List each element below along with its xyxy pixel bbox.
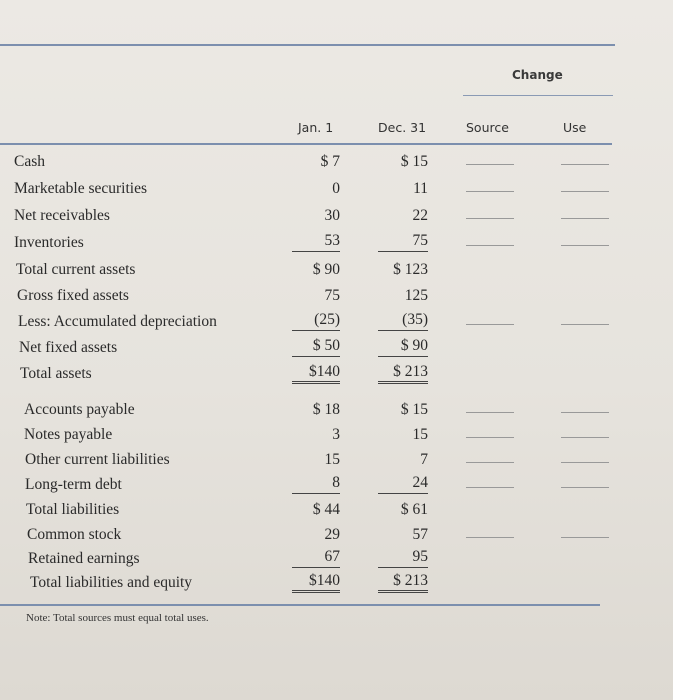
row-long-term-debt <box>0 473 673 497</box>
jan-header: Jan. 1 <box>298 120 334 135</box>
row-label: Net fixed assets <box>19 339 118 356</box>
row-gross-fixed-assets <box>0 284 673 308</box>
row-label: Total liabilities and equity <box>30 574 193 591</box>
row-total-liabilities <box>0 498 673 522</box>
row-retained-earnings <box>0 547 673 571</box>
source-blank[interactable] <box>466 164 514 165</box>
row-label: Long-term debt <box>25 476 122 493</box>
jan-value: $ 90 <box>312 261 340 278</box>
row-total-current-assets <box>0 258 673 282</box>
dec-value: 11 <box>413 180 428 197</box>
jan-value: 75 <box>324 287 340 304</box>
use-blank[interactable] <box>561 412 609 413</box>
jan-value: 8 <box>292 473 340 494</box>
source-blank[interactable] <box>466 537 514 538</box>
use-blank[interactable] <box>561 218 609 219</box>
use-blank[interactable] <box>561 164 609 165</box>
row-label: Total assets <box>20 365 92 382</box>
row-other-current-liabilities <box>0 448 673 472</box>
source-header: Source <box>466 120 509 135</box>
dec-value: 15 <box>412 426 428 443</box>
source-blank[interactable] <box>466 324 514 325</box>
use-blank[interactable] <box>561 537 609 538</box>
row-label: Retained earnings <box>28 550 140 567</box>
row-inventories <box>0 231 673 255</box>
footnote: Note: Total sources must equal total uses. <box>26 612 209 624</box>
row-accumulated-depreciation <box>0 310 673 334</box>
use-header: Use <box>563 120 587 135</box>
jan-value: $140 <box>292 571 340 593</box>
row-label: Marketable securities <box>14 180 147 197</box>
jan-value: 29 <box>324 526 340 543</box>
dec-value: 57 <box>412 526 428 543</box>
jan-value: $ 18 <box>312 401 340 418</box>
row-label: Inventories <box>14 234 84 251</box>
row-total-liabilities-and-equity <box>0 571 673 595</box>
jan-value: 30 <box>324 207 340 224</box>
use-blank[interactable] <box>561 437 609 438</box>
dec-header: Dec. 31 <box>378 120 427 135</box>
bottom-rule <box>0 604 600 606</box>
jan-value: 67 <box>292 547 340 568</box>
dec-value: (35) <box>378 310 428 331</box>
source-blank[interactable] <box>466 487 514 488</box>
dec-value: 95 <box>378 547 428 568</box>
use-blank[interactable] <box>561 324 609 325</box>
use-blank[interactable] <box>561 245 609 246</box>
dec-value: 24 <box>378 473 428 494</box>
row-cash <box>0 150 673 174</box>
row-total-assets <box>0 362 673 386</box>
dec-value: $ 213 <box>378 571 428 593</box>
row-label: Common stock <box>27 526 122 543</box>
dec-value: $ 15 <box>400 401 428 418</box>
dec-value: $ 213 <box>378 362 428 384</box>
header-rule <box>0 143 612 145</box>
jan-value: $ 7 <box>320 153 340 170</box>
row-label: Notes payable <box>24 426 113 443</box>
jan-value: 15 <box>324 451 340 468</box>
row-accounts-payable <box>0 398 673 422</box>
jan-value: $ 44 <box>312 501 340 518</box>
jan-value: 3 <box>332 426 340 443</box>
source-blank[interactable] <box>466 191 514 192</box>
dec-value: $ 15 <box>400 153 428 170</box>
row-label: Less: Accumulated depreciation <box>18 313 217 330</box>
source-blank[interactable] <box>466 245 514 246</box>
row-label: Total current assets <box>16 261 136 278</box>
row-label: Gross fixed assets <box>17 287 129 304</box>
dec-value: 7 <box>420 451 428 468</box>
row-label: Net receivables <box>14 207 110 224</box>
dec-value: 22 <box>412 207 428 224</box>
row-label: Accounts payable <box>24 401 135 418</box>
use-blank[interactable] <box>561 191 609 192</box>
jan-value: $140 <box>292 362 340 384</box>
row-label: Total liabilities <box>26 501 120 518</box>
top-rule <box>0 44 615 46</box>
change-rule <box>463 95 613 96</box>
row-label: Other current liabilities <box>25 451 170 468</box>
source-blank[interactable] <box>466 218 514 219</box>
jan-value: 0 <box>332 180 340 197</box>
dec-value: $ 61 <box>400 501 428 518</box>
row-notes-payable <box>0 423 673 447</box>
row-marketable-securities <box>0 177 673 201</box>
row-common-stock <box>0 523 673 547</box>
source-blank[interactable] <box>466 412 514 413</box>
use-blank[interactable] <box>561 487 609 488</box>
dec-value: $ 123 <box>393 261 428 278</box>
change-header: Change <box>512 68 563 82</box>
jan-value: (25) <box>292 310 340 331</box>
dec-value: 75 <box>378 231 428 252</box>
use-blank[interactable] <box>561 462 609 463</box>
dec-value: $ 90 <box>378 336 428 357</box>
source-blank[interactable] <box>466 462 514 463</box>
jan-value: 53 <box>292 231 340 252</box>
dec-value: 125 <box>404 287 428 304</box>
row-net-receivables <box>0 204 673 228</box>
source-blank[interactable] <box>466 437 514 438</box>
row-net-fixed-assets <box>0 336 673 360</box>
row-label: Cash <box>14 153 45 170</box>
jan-value: $ 50 <box>292 336 340 357</box>
